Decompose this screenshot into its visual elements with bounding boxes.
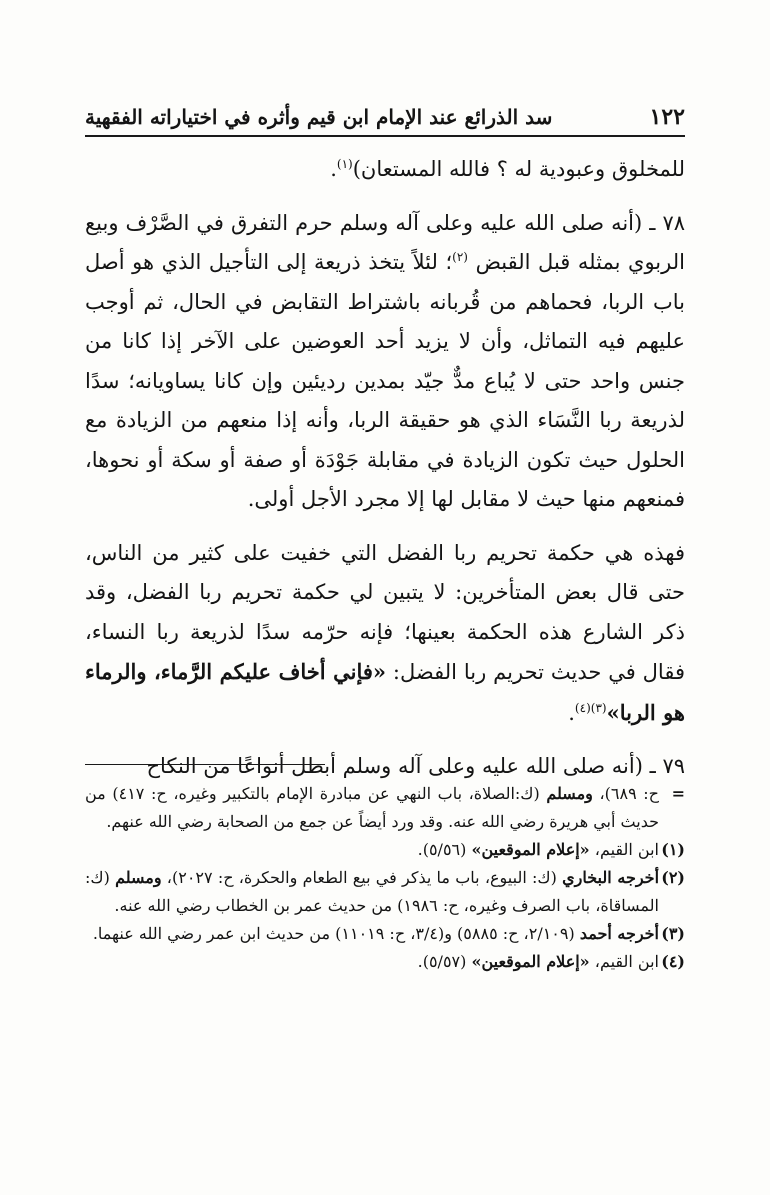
- footnote-ref: (٢): [452, 250, 468, 264]
- paragraph-text: ٧٩ ـ (أنه صلى الله عليه وعلى آله وسلم أبطل أنواعًا من النكاح: [146, 754, 685, 778]
- footnote-text-part: ابن القيم،: [589, 840, 659, 859]
- footnote-mark: (٣): [661, 924, 685, 943]
- footnote-ref: (١): [336, 157, 353, 171]
- footnote-text: [85, 836, 659, 864]
- paragraph-riba-wisdom: [85, 534, 685, 734]
- footnote-text-part: (ك:الصلاة، باب النهي عن مبادرة الإمام بالتكبير وغيره، ح: ٤١٧) من حديث أبي هريرة رضي الله عنه. وقد ورد أيضاً عن جمع من الصحابة رضي الله عنهم.: [85, 784, 659, 831]
- footnote-mark: (٢): [661, 868, 685, 887]
- footnote-separator: [85, 764, 325, 765]
- footnote-ref: (٤): [574, 700, 591, 715]
- footnote-item: [85, 836, 685, 864]
- footnote-mark: =: [671, 784, 685, 803]
- page-number: ١٢٢: [649, 104, 685, 130]
- paragraph-end: .: [568, 700, 575, 725]
- paragraph-text: للمخلوق وعبودية له ؟ فالله المستعان): [352, 157, 685, 181]
- footnote-text: [85, 920, 659, 948]
- footnote-source: «إعلام الموقعين»: [471, 840, 590, 859]
- footnote-text: [85, 864, 659, 920]
- footnote-text: [85, 948, 659, 976]
- hadith-quote: «فإني أخاف عليكم الرَّماء، والرماء هو الربا»: [85, 659, 685, 725]
- paragraph-text: فهذه هي حكمة تحريم ربا الفضل التي خفيت على كثير من الناس، حتى قال بعض المتأخرين: لا يتبين لي حكمة تحريم ربا الفضل، وقد ذكر الشارع هذه الحكمة بعينها؛ فإنه حرّمه سدًا لذريعة ربا النساء، فقال في حديث تحريم ربا الفضل:: [85, 540, 685, 684]
- paragraph-text: ٧٨ ـ (أنه صلى الله عليه وعلى آله وسلم حرم التفرق في الصَّرْف وبيع الربوي بمثله قبل القبض: [85, 210, 685, 274]
- page-header: [85, 103, 685, 137]
- footnote-text-part: (٥/٥٦).: [417, 840, 472, 859]
- footnote-text-part: (٥/٥٧).: [417, 952, 472, 971]
- footnote-text: [85, 780, 659, 836]
- footnote-item: [85, 780, 685, 836]
- paragraph-1: [85, 150, 685, 190]
- footnote-item: [85, 864, 685, 920]
- footnote-source: ومسلم: [115, 868, 162, 887]
- footnote-text-part: (ك: البيوع، باب ما يذكر في بيع الطعام والحكرة، ح: ٢٠٢٧)،: [161, 868, 563, 887]
- paragraph-end: .: [330, 157, 337, 181]
- footnote-ref: (٣): [590, 700, 607, 715]
- footnote-source: «إعلام الموقعين»: [471, 952, 590, 971]
- paragraph-item-78: [85, 204, 685, 520]
- footnote-source: أخرجه البخاري: [562, 868, 660, 887]
- footnote-text-part: (ك: المساقاة، باب الصرف وغيره، ح: ١٩٨٦) من حديث عمر بن الخطاب رضي الله عنه.: [85, 868, 659, 915]
- footnotes: [85, 780, 685, 976]
- running-title: سد الذرائع عند الإمام ابن قيم وأثره في اختياراته الفقهية: [85, 105, 553, 129]
- main-text: [85, 150, 685, 787]
- footnote-text-part: (٢/١٠٩، ح: ٥٨٨٥) و(٣/٤، ح: ١١٠١٩) من حديث ابن عمر رضي الله عنهما.: [92, 924, 580, 943]
- footnote-text-part: ح: ٦٨٩)،: [592, 784, 659, 803]
- footnote-mark: (٤): [661, 952, 685, 971]
- footnote-mark: (١): [661, 840, 685, 859]
- footnote-source: أخرجه أحمد: [579, 924, 659, 943]
- paragraph-text: ؛ لئلاً يتخذ ذريعة إلى التأجيل الذي هو أصل باب الربا، فحماهم من قُربانه باشتراط التقابض في الحال، ثم أوجب عليهم فيه التماثل، وأن لا يزيد أحد العوضين على الآخر إذا كانا من جنس واحد حتى لا يُباع مدٌّ جيّد بمدين رديئين وإن كانا يساويانه؛ سدًا لذريعة ربا النَّسَاء الذي هو حقيقة الربا، وأنه إذا منعهم من الزيادة مع الحلول حيث تكون الزيادة في مقابلة جَوْدَة أو صفة أو سكة أو نحوها، فمنعهم منها حيث لا مقابل لها إلا مجرد الأجل أولى.: [85, 250, 685, 511]
- footnote-source: ومسلم: [546, 784, 593, 803]
- footnote-item: [85, 920, 685, 948]
- footnote-item: [85, 948, 685, 976]
- footnote-text-part: ابن القيم،: [589, 952, 659, 971]
